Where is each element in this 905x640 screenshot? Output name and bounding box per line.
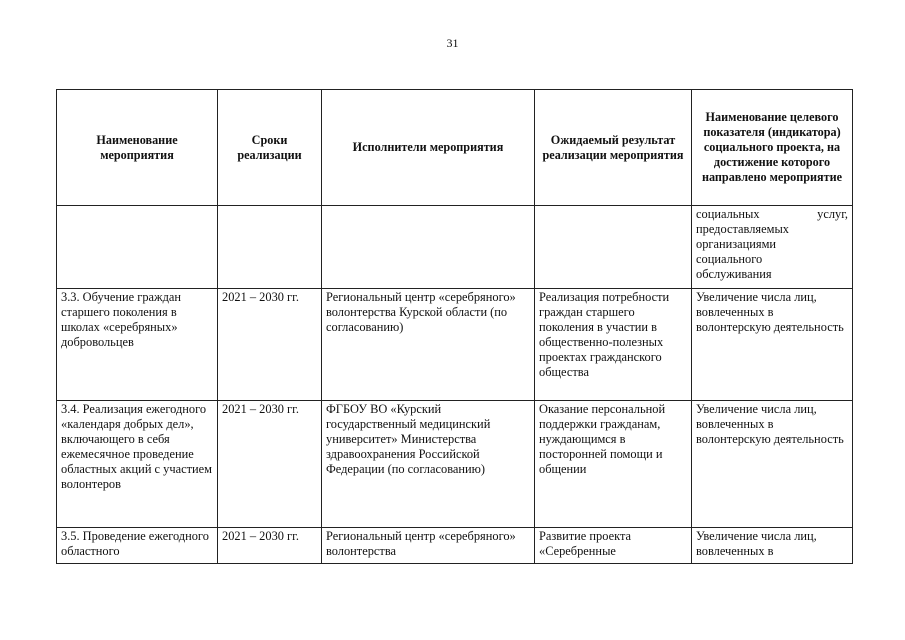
row-3-3-indicator: Увеличение числа лиц, вовлеченных в волонтерскую деятельность [692,289,853,401]
cont-cell-1 [57,206,218,289]
table-row [57,289,853,401]
row-3-5-term: 2021 – 2030 гг. [218,528,322,564]
row-3-3-result: Реализация потребности граждан старшего поколения в участии в общественно-полезных проектах гражданского общества [535,289,692,401]
row-3-5-result: Развитие проекта «Серебренные [535,528,692,564]
table-row-continuation [57,206,853,289]
row-3-5-name: 3.5. Проведение ежегодного областного [57,528,218,564]
measures-table [56,89,853,564]
cont-line-1: социальных услуг, [696,207,848,221]
table-header-row [57,90,853,206]
cont-cell-3 [322,206,535,289]
header-term: Сроки реализации [218,90,322,206]
row-3-5-executors: Региональный центр «серебряного» волонтерства [322,528,535,564]
cont-cell-2 [218,206,322,289]
row-3-4-indicator: Увеличение числа лиц, вовлеченных в волонтерскую деятельность [692,401,853,528]
cont-line-5: обслуживания [696,267,772,281]
header-expected-result: Ожидаемый результат реализации мероприятия [535,90,692,206]
row-3-5-indicator: Увеличение числа лиц, вовлеченных в [692,528,853,564]
cont-cell-indicator [692,206,853,289]
cont-line-3: организациями [696,237,777,251]
cont-line-2: предоставляемых [696,222,789,236]
page-number: 31 [446,36,459,50]
row-3-3-executors: Региональный центр «серебряного» волонтерства Курской области (по согласованию) [322,289,535,401]
table-row [57,528,853,564]
row-3-4-result: Оказание персональной поддержки гражданам, нуждающимся в посторонней помощи и общении [535,401,692,528]
row-3-3-term: 2021 – 2030 гг. [218,289,322,401]
header-measure-name: Наименование мероприятия [57,90,218,206]
row-3-4-name: 3.4. Реализация ежегодного «календаря добрых дел», включающего в себя ежемесячное проведение областных акций с участием волонтеров [57,401,218,528]
row-3-3-name: 3.3. Обучение граждан старшего поколения в школах «серебряных» добровольцев [57,289,218,401]
header-target-indicator: Наименование целевого показателя (индикатора) социального проекта, на достижение которого направлено мероприятие [692,90,853,206]
row-3-4-executors: ФГБОУ ВО «Курский государственный медицинский университет» Министерства здравоохранения Российской Федерации (по согласованию) [322,401,535,528]
table-row [57,401,853,528]
header-executors: Исполнители мероприятия [322,90,535,206]
row-3-4-term: 2021 – 2030 гг. [218,401,322,528]
cont-line-4: социального [696,252,763,266]
cont-cell-4 [535,206,692,289]
